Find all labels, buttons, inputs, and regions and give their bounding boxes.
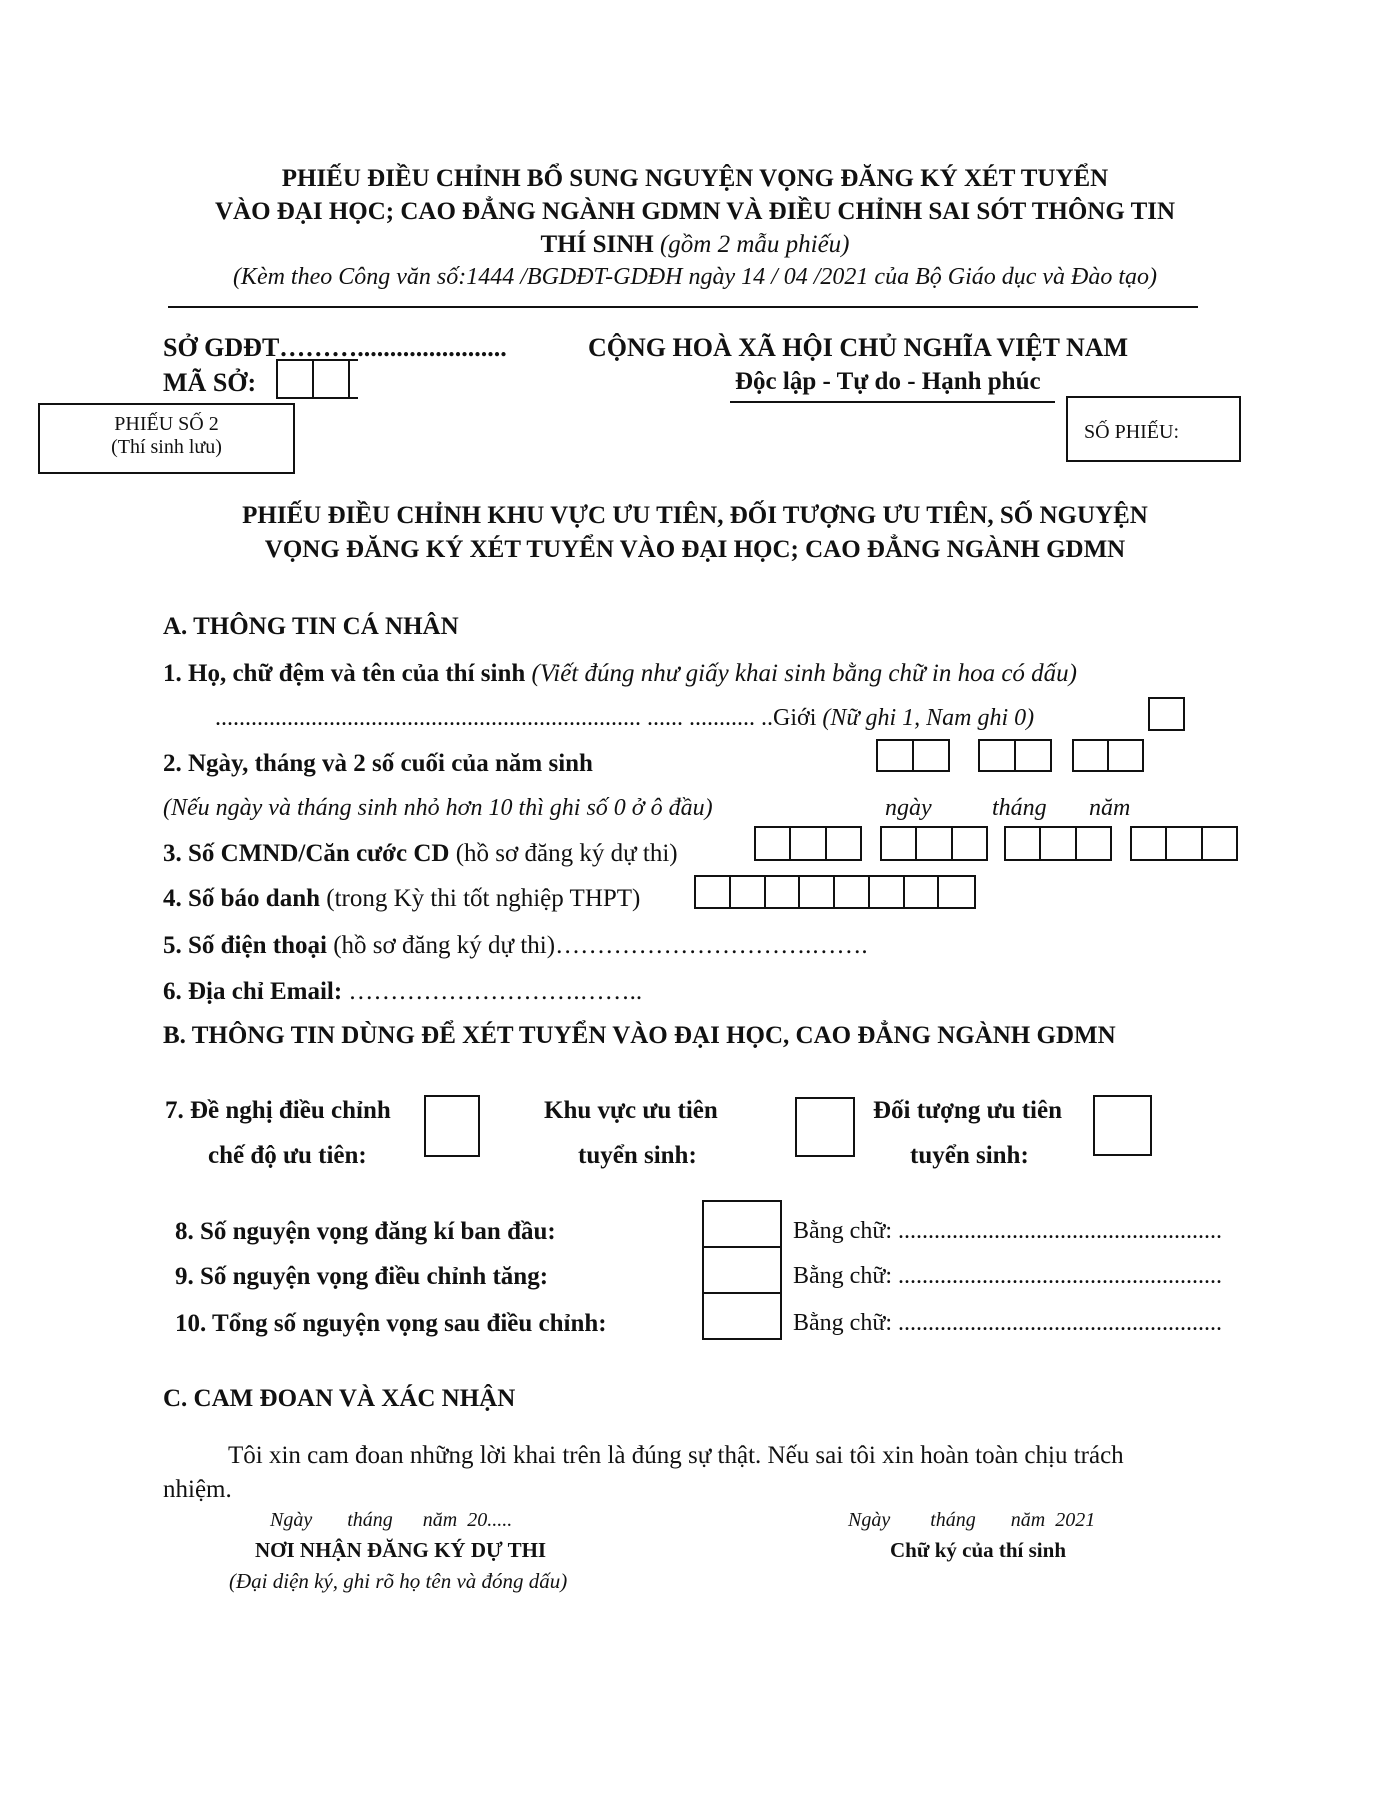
title-line-3 [0,231,1390,259]
so-phieu-label: SỐ PHIẾU: [1084,421,1180,443]
region-label-line-2 [578,1142,697,1170]
q3-note: (hồ sơ đăng ký dự thi) [455,840,678,867]
motto: Độc lập - Tự do - Hạnh phúc [735,368,1041,395]
pledge-line-1: Tôi xin cam đoan những lời khai trên là đúng sự thật. Nếu sai tôi xin hoàn toàn chịu trách [228,1442,1124,1469]
q4-row [163,885,640,913]
priority-adjust-box[interactable] [424,1095,480,1157]
initial-wish-in-words[interactable]: Bằng chữ: ...................................................... [793,1218,1222,1244]
email-fill-line[interactable]: ……………………….…….. [348,978,643,1005]
q2-label: 2. Ngày, tháng và 2 số cuối của năm sinh [163,750,593,777]
q4-note: (trong Kỳ thi tốt nghiệp THPT) [326,885,641,912]
candidate-signature-title: Chữ ký của thí sinh [890,1538,1066,1562]
q8-label: 8. Số nguyện vọng đăng kí ban đầu: [175,1218,556,1245]
q4-label: 4. Số báo danh [163,885,321,912]
day-label: ngày [885,795,932,821]
q1-instruction: (Viết đúng như giấy khai sinh bằng chữ in hoa có dấu) [531,660,1077,687]
q1-fill-row [215,705,1034,732]
candidate-date-line: Ngày tháng năm 2021 [848,1509,1096,1531]
q1-label: 1. Họ, chữ đệm và tên của thí sinh [163,660,526,687]
id-boxes-group-1[interactable] [754,826,862,861]
pledge-line-2: nhiệm. [163,1476,232,1503]
group-label-line-2: tuyển sinh: [910,1142,1029,1169]
ma-so-label: MÃ SỞ: [163,368,257,397]
form-number: PHIẾU SỐ 2 [114,413,219,435]
q7-label-line-2: chế độ ưu tiên: [208,1142,367,1169]
month-label: tháng [992,795,1047,821]
ma-so-boxes[interactable] [276,359,358,399]
so-phieu-box[interactable] [1066,396,1241,462]
q9-label: 9. Số nguyện vọng điều chỉnh tăng: [175,1263,549,1290]
so-gddt-label: SỞ GDĐT………....................... [163,333,507,362]
added-wish-count-box[interactable] [702,1246,782,1294]
form-number-note: (Thí sinh lưu) [111,436,222,458]
form-number-box [38,403,295,474]
q5-row [163,932,868,960]
group-label-line-1: Đối tượng ưu tiên [873,1097,1063,1124]
section-b-heading: B. THÔNG TIN DÙNG ĐỂ XÉT TUYỂN VÀO ĐẠI HỌC, CAO ĐẲNG NGÀNH GDMN [163,1022,1116,1049]
q3-row [163,840,678,868]
title-line-2: VÀO ĐẠI HỌC; CAO ĐẲNG NGÀNH GDMN VÀ ĐIỀU CHỈNH SAI SÓT THÔNG TIN [214,198,1176,225]
title-line-3-bold: THÍ SINH [540,231,654,258]
total-wish-count-box[interactable] [702,1292,782,1340]
form-title-line-1: PHIẾU ĐIỀU CHỈNH KHU VỰC ƯU TIÊN, ĐỐI TƯỢNG ƯU TIÊN, SỐ NGUYỆN [242,502,1148,529]
year-label: năm [1089,795,1131,821]
q1-row [163,660,1077,688]
q10-label: 10. Tổng số nguyện vọng sau điều chỉnh: [175,1310,607,1337]
receiver-signature-note: (Đại diện ký, ghi rõ họ tên và đóng dấu) [229,1569,568,1593]
receiver-title: NƠI NHẬN ĐĂNG KÝ DỰ THI [255,1538,547,1562]
header-divider [168,306,1198,308]
title-line-1: PHIẾU ĐIỀU CHỈNH BỔ SUNG NGUYỆN VỌNG ĐĂNG KÝ XÉT TUYỂN [281,165,1109,192]
priority-group-box[interactable] [1093,1095,1152,1156]
q3-label: 3. Số CMND/Căn cước CD [163,840,450,867]
added-wish-in-words[interactable]: Bằng chữ: ...................................................... [793,1263,1222,1289]
initial-wish-count-box[interactable] [702,1200,782,1248]
id-boxes-group-3[interactable] [1004,826,1112,861]
region-label-line-1: Khu vực ưu tiên [544,1097,718,1124]
birth-month-boxes[interactable] [978,739,1052,772]
total-wish-in-words[interactable]: Bằng chữ: ...................................................... [793,1310,1222,1336]
receiver-date-line: Ngày tháng năm 20..... [270,1509,513,1531]
birth-year-boxes[interactable] [1072,739,1144,772]
motto-underline [730,401,1055,403]
q5-label: 5. Số điện thoại [163,932,327,959]
country-name: CỘNG HOÀ XÃ HỘI CHỦ NGHĨA VIỆT NAM [588,333,1129,362]
birth-day-boxes[interactable] [876,739,950,772]
reference-note: (Kèm theo Công văn số:1444 /BGDĐT-GDĐH ngày 14 / 04 /2021 của Bộ Giáo dục và Đào tạo) [232,264,1158,290]
candidate-number-boxes[interactable] [694,875,976,909]
form-title-line-2: VỌNG ĐĂNG KÝ XÉT TUYỂN VÀO ĐẠI HỌC; CAO ĐẲNG NGÀNH GDMN [264,536,1126,563]
id-boxes-group-4[interactable] [1130,826,1238,861]
name-fill-line[interactable]: ....................................................................... ...... ........... ..Giới [215,705,817,731]
section-c-heading: C. CAM ĐOAN VÀ XÁC NHẬN [163,1385,516,1412]
id-boxes-group-2[interactable] [880,826,988,861]
title-line-3-italic: (gồm 2 mẫu phiếu) [659,231,850,258]
region-label-line-2-text: tuyển sinh: [578,1142,697,1169]
priority-region-box[interactable] [795,1097,855,1157]
gender-box[interactable] [1148,697,1185,731]
q6-label: 6. Địa chỉ Email: [163,978,343,1005]
phone-fill-line[interactable]: (hồ sơ đăng ký dự thi)………………………….……. [333,932,868,959]
gender-note: (Nữ ghi 1, Nam ghi 0) [822,705,1035,731]
q6-row [163,978,642,1006]
section-a-heading: A. THÔNG TIN CÁ NHÂN [163,613,459,640]
q7-label-line-1: 7. Đề nghị điều chỉnh [165,1097,391,1124]
q2-note: (Nếu ngày và tháng sinh nhỏ hơn 10 thì ghi số 0 ở ô đầu) [163,795,713,821]
